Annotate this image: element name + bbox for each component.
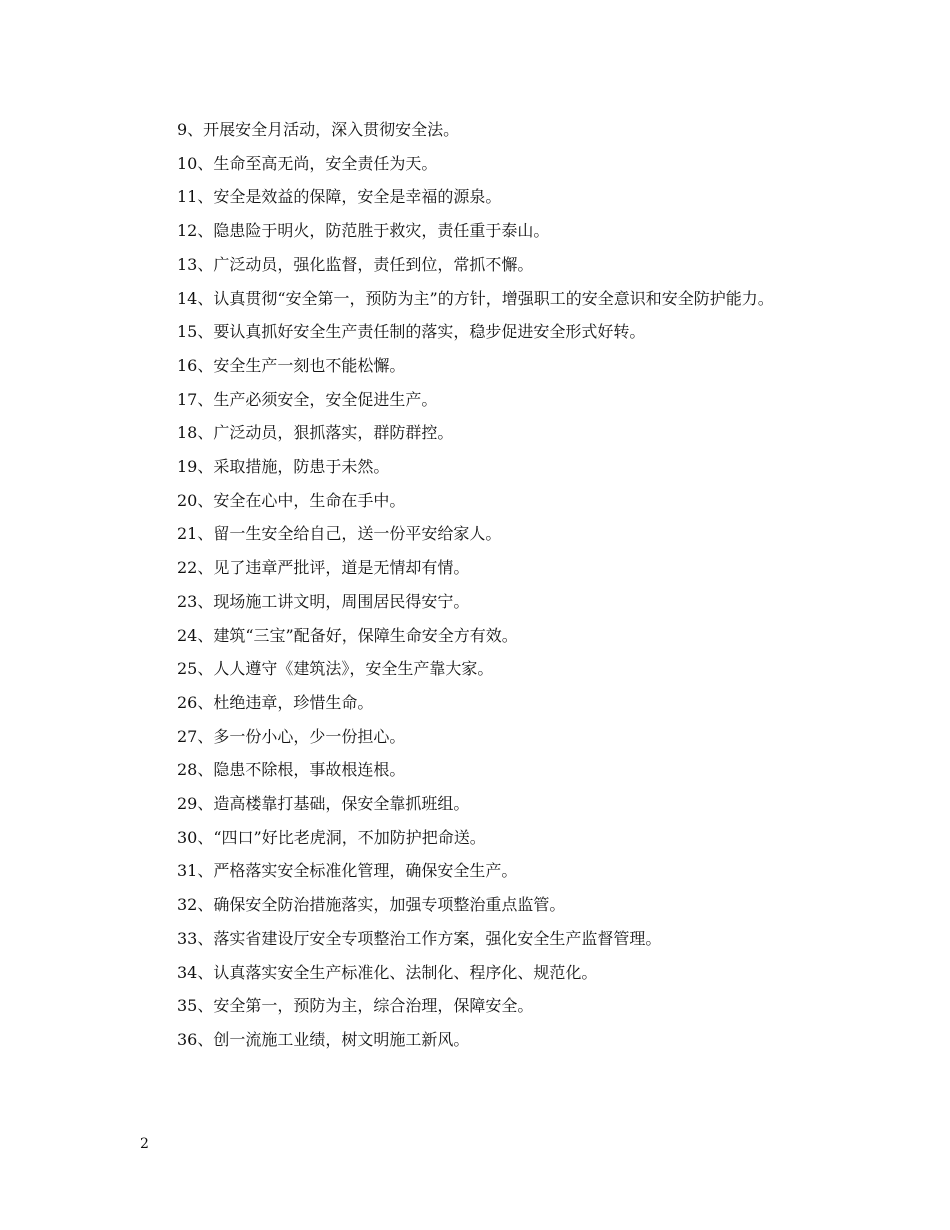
list-item: 21、留一生安全给自己，送一份平安给家人。 xyxy=(177,524,502,544)
list-item: 27、多一份小心，少一份担心。 xyxy=(177,726,406,746)
slogan-list xyxy=(140,113,820,1057)
list-item: 19、采取措施，防患于未然。 xyxy=(177,457,390,477)
list-item: 32、确保安全防治措施落实，加强专项整治重点监管。 xyxy=(177,895,566,915)
list-item: 18、广泛动员，狠抓落实，群防群控。 xyxy=(177,423,454,443)
list-item: 13、广泛动员，强化监督，责任到位，常抓不懈。 xyxy=(177,254,534,274)
list-item: 23、现场施工讲文明，周围居民得安宁。 xyxy=(177,591,470,611)
list-item: 9、开展安全月活动，深入贯彻安全法。 xyxy=(177,120,460,139)
list-item: 17、生产必须安全，安全促进生产。 xyxy=(177,389,438,409)
list-item: 31、严格落实安全标准化管理，确保安全生产。 xyxy=(177,861,518,881)
list-item: 30、“四口”好比老虎洞，不加防护把命送。 xyxy=(177,827,486,847)
list-item: 24、建筑“三宝”配备好，保障生命安全方有效。 xyxy=(177,625,518,645)
list-item: 34、认真落实安全生产标准化、法制化、程序化、规范化。 xyxy=(177,962,598,982)
list-item: 20、安全在心中，生命在手中。 xyxy=(177,490,406,510)
list-item: 35、安全第一，预防为主，综合治理，保障安全。 xyxy=(177,996,534,1016)
page-number: 2 xyxy=(140,1136,149,1152)
list-item: 26、杜绝违章，珍惜生命。 xyxy=(177,692,374,712)
list-item: 33、落实省建设厅安全专项整治工作方案，强化安全生产监督管理。 xyxy=(177,928,662,948)
list-item: 25、人人遵守《建筑法》，安全生产靠大家。 xyxy=(177,659,494,679)
list-item: 29、造高楼靠打基础，保安全靠抓班组。 xyxy=(177,794,470,814)
list-item: 15、要认真抓好安全生产责任制的落实，稳步促进安全形式好转。 xyxy=(177,322,646,342)
list-item: 10、生命至高无尚，安全责任为天。 xyxy=(177,153,438,173)
list-item: 12、隐患险于明火，防范胜于救灾，责任重于泰山。 xyxy=(177,221,550,241)
list-item: 14、认真贯彻“安全第一，预防为主”的方针，增强职工的安全意识和安全防护能力。 xyxy=(177,288,774,308)
list-item: 22、见了违章严批评，道是无情却有情。 xyxy=(177,558,470,578)
list-item: 36、创一流施工业绩，树文明施工新风。 xyxy=(177,1029,470,1049)
list-item: 11、安全是效益的保障，安全是幸福的源泉。 xyxy=(177,187,502,207)
list-item: 16、安全生产一刻也不能松懈。 xyxy=(177,355,406,375)
list-item: 28、隐患不除根，事故根连根。 xyxy=(177,760,406,780)
